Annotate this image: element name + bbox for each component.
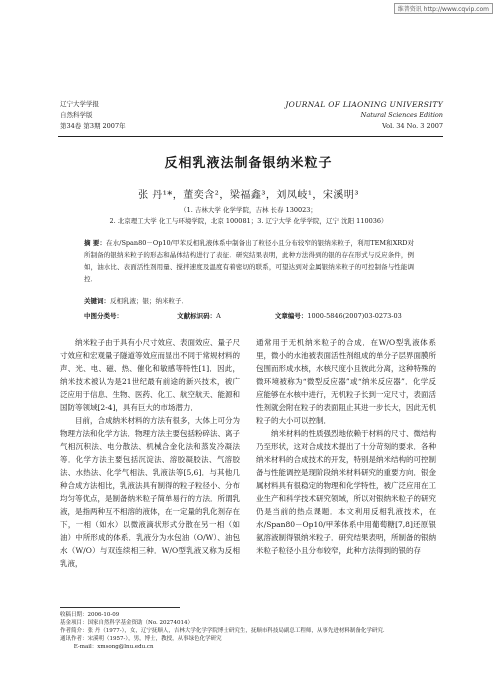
received-value: 2006-10-09	[87, 612, 120, 618]
footnote-rule	[60, 607, 180, 608]
keywords-label: 关键词：	[84, 297, 110, 305]
article-id-field	[275, 312, 428, 320]
clc-label: 中图分类号：	[84, 312, 123, 320]
doc-code-field	[177, 312, 247, 320]
abstract-block	[84, 237, 414, 285]
journal-name-en: JOURNAL OF LIAONING UNIVERSITY	[285, 100, 443, 109]
footnote-corresponding	[60, 635, 440, 643]
received-label: 收稿日期：	[60, 612, 88, 618]
footnote-received	[60, 611, 440, 619]
keywords-block	[84, 296, 414, 305]
journal-issue-en: Vol. 34 No. 3 2007	[382, 122, 443, 130]
keywords-text: 反相乳液；银；纳米粒子．	[110, 297, 188, 305]
clc-field	[84, 312, 149, 320]
article-id-label: 文章编号：	[274, 312, 308, 320]
paper-title: 反相乳液法制备银纳米粒子	[164, 156, 333, 171]
doc-code-value: A	[216, 312, 221, 320]
abstract-label: 摘 要：	[84, 239, 107, 247]
footnote-email	[60, 643, 440, 651]
classification-row	[84, 311, 454, 320]
header-rule	[58, 136, 443, 137]
body-paragraph: 通常用于无机纳米粒子的合成．在W/O型乳液体系里，微小的水池被表面活性剂组成的单分子层界面膜所包围而形成水核，水核尺度小且彼此分离，这种特殊的微环境被称为“微型反应器”或“纳米反应器”．化学反应能够在水核中进行，无机粒子长到一定尺寸，表面活性剂就会附在粒子的表面阻止其进一步长大，因此无机粒子的大小可以控制．	[256, 338, 436, 425]
corresponding-label: 通讯作者：	[60, 636, 88, 642]
footnote-author	[60, 627, 440, 635]
journal-edition-en: Natural Sciences Edition	[360, 111, 443, 119]
body-paragraph: 纳米粒子由于具有小尺寸效应、表面效应、量子尺寸效应和宏观量子隧道等效应而显出不同于常规材料的声、光、电、磁、热、催化和敏感等特性[1]．因此，纳米技术被认为是21世纪最有前途的新兴技术，被广泛应用于信息、生物、医药、化工、航空航天、能源和国防等领域[2-4]，具有巨大的市场潜力．	[60, 338, 240, 412]
journal-edition-cn: 自然科学版	[60, 111, 93, 119]
corresponding-value: 宋溪明（1957-），男，博士，教授，从事绿色化学研究	[87, 636, 222, 642]
affiliation-line-2: 2. 北京理工大学 化工与环境学院，北京 100081；3. 辽宁大学 化学学院，辽宁 沈阳 110036）	[109, 217, 388, 225]
body-column-left	[60, 336, 240, 570]
journal-issue-cn: 第34卷 第3期 2007年	[60, 122, 126, 130]
watermark-badge: 维普资讯 http://www.cqvip.com	[394, 3, 493, 14]
abstract-text: 在水/Span80－Op10/甲苯反相乳液体系中制备出了粒径小且分布较窄的银纳米粒子，利用TEM和XRD对所制备的银纳米粒子的形态和晶体结构进行了表征．研究结果表明，此种方法得到的银的存在形式与反应条件，例如，油水比、表面活性剂用量、搅拌速度及温度有着密切的联系，可望达到对金属银纳米粒子的可控制备与性能调控．	[84, 239, 415, 283]
footnote-block	[60, 611, 440, 651]
affiliation-line-1: （1. 吉林大学 化学学院，吉林 长春 130023；	[180, 206, 317, 214]
author-bio: 张 丹（1977-），女，辽宁抚顺人，吉林大学化学学院博士研究生，抚顺市科技局副总工程师，从事先进材料制备化学研究．	[87, 628, 389, 634]
journal-header-left	[60, 99, 240, 132]
body-paragraph: 目前，合成纳米材料的方法有很多，大体上可分为物理方法和化学方法．物理方法主要包括粉碎法、离子气相沉积法、电分散法、机械合金化法和蒸发冷凝法等．化学方法主要包括沉淀法、溶胶凝胶法、气溶胶法、水热法、化学气相法、乳液法等[5,6]．与其他几种合成方法相比，乳液法具有制得的粒子粒径小、分布均匀等优点，是制备纳米粒子简单易行的方法．所谓乳液，是指两种互不相溶的液体，在一定量的乳化剂存在下，一相（如水）以微液滴状形式分散在另一相（如油）中所形成的体系．乳液分为水包油（O/W）、油包水（W/O）与双连续相三种．W/O型乳液又称为反相乳液，	[60, 416, 240, 568]
journal-header-right	[223, 99, 443, 132]
paper-authors: 张 丹¹*，董奕含²，梁福鑫³，刘凤岐¹，宋溪明³	[138, 190, 359, 201]
body-paragraph: 纳米材料的性质强烈地依赖于材料的尺寸、微结构乃至形状，这对合成技术提出了十分苛刻的要求．各种纳米材料的合成技术的开发，特别是纳米结构的可控制备与性能调控是现阶段纳米材料研究的重要方向．银金属材料具有很稳定的物理和化学特性，被广泛应用在工业生产和科学技术研究领域，所以对银纳米粒子的研究仍是当前的热点课题．本文利用反相乳液技术，在水/Span80－Op10/甲苯体系中用葡萄糖[7,8]还原银氨溶液制得银纳米粒子．研究结果表明，所制备的银纳米粒子粒径小且分布较窄，此种方法得到的银的存	[256, 429, 436, 555]
doc-code-label: 文献标识码：	[177, 312, 217, 320]
fund-value: 国家自然科学基金资助（No. 20274014）	[87, 620, 194, 626]
body-column-right	[256, 336, 436, 557]
author-label: 作者简介：	[60, 628, 88, 634]
journal-name-cn: 辽宁大学学报	[60, 100, 99, 108]
email-value: xmsong@lnu.edu.cn	[97, 644, 154, 650]
article-id-value: 1000-5846(2007)03-0273-03	[307, 312, 402, 320]
fund-label: 基金项目：	[60, 620, 88, 626]
footnote-fund	[60, 619, 440, 627]
email-label: E-mail：	[73, 644, 98, 650]
